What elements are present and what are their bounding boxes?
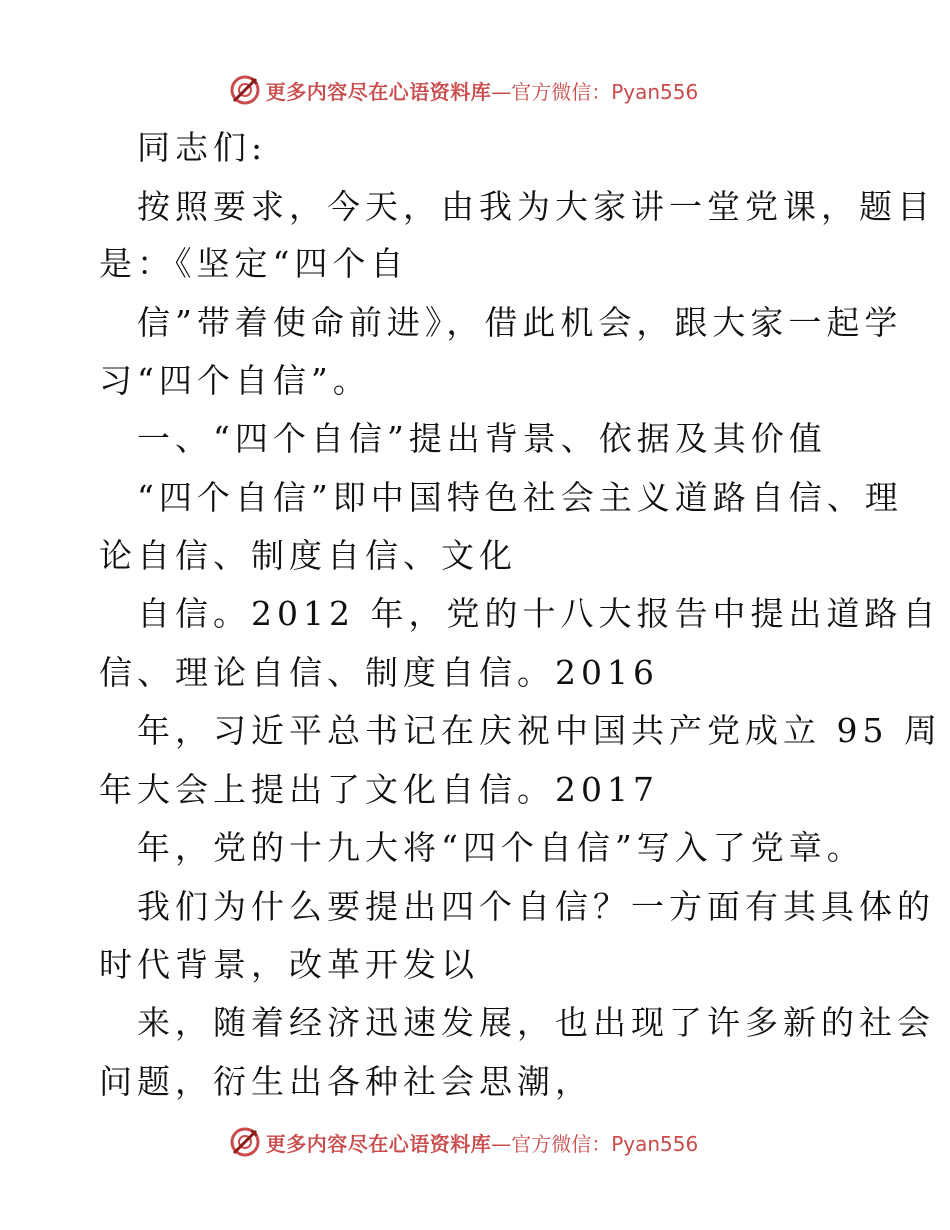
text-line: 我们为什么要提出四个自信？一方面有其具体的	[137, 887, 935, 926]
text-line: 是：《坚定“四个自	[99, 244, 409, 283]
text-line: 同志们:	[137, 128, 268, 167]
logo-icon	[228, 1125, 262, 1159]
footer-banner	[0, 1122, 950, 1162]
section-heading: 一、“四个自信”提出背景、依据及其价值	[137, 419, 827, 458]
banner-wechat-text: —官方微信：Pyan556	[491, 79, 699, 104]
text-line: 年，党的十九大将“四个自信”写入了党章。	[137, 828, 865, 867]
banner-site-text: 更多内容尽在心语资料库	[265, 79, 492, 104]
text-line: 论自信、制度自信、文化	[99, 536, 517, 575]
banner-site-text: 更多内容尽在心语资料库	[265, 1131, 492, 1156]
text-line: 年大会上提出了文化自信。2017	[99, 770, 659, 809]
text-line: 问题，衍生出各种社会思潮，	[99, 1062, 593, 1101]
text-line: 习“四个自信”。	[99, 361, 371, 400]
header-banner	[0, 70, 950, 110]
banner-wechat-text: —官方微信：Pyan556	[491, 1131, 699, 1156]
text-line: 时代背景，改革开发以	[99, 945, 479, 984]
text-line: 信、理论自信、制度自信。2016	[99, 653, 659, 692]
logo-icon	[228, 73, 262, 107]
text-line: 按照要求，今天，由我为大家讲一堂党课，题目	[137, 187, 935, 226]
text-line: “四个自信”即中国特色社会主义道路自信、理	[137, 478, 903, 517]
text-line: 自信。2012 年，党的十八大报告中提出道路自	[137, 594, 941, 633]
text-line: 来，随着经济迅速发展，也出现了许多新的社会	[137, 1003, 935, 1042]
text-line: 信”带着使命前进》，借此机会，跟大家一起学	[137, 303, 903, 342]
text-line: 年，习近平总书记在庆祝中国共产党成立 95 周	[137, 711, 942, 750]
